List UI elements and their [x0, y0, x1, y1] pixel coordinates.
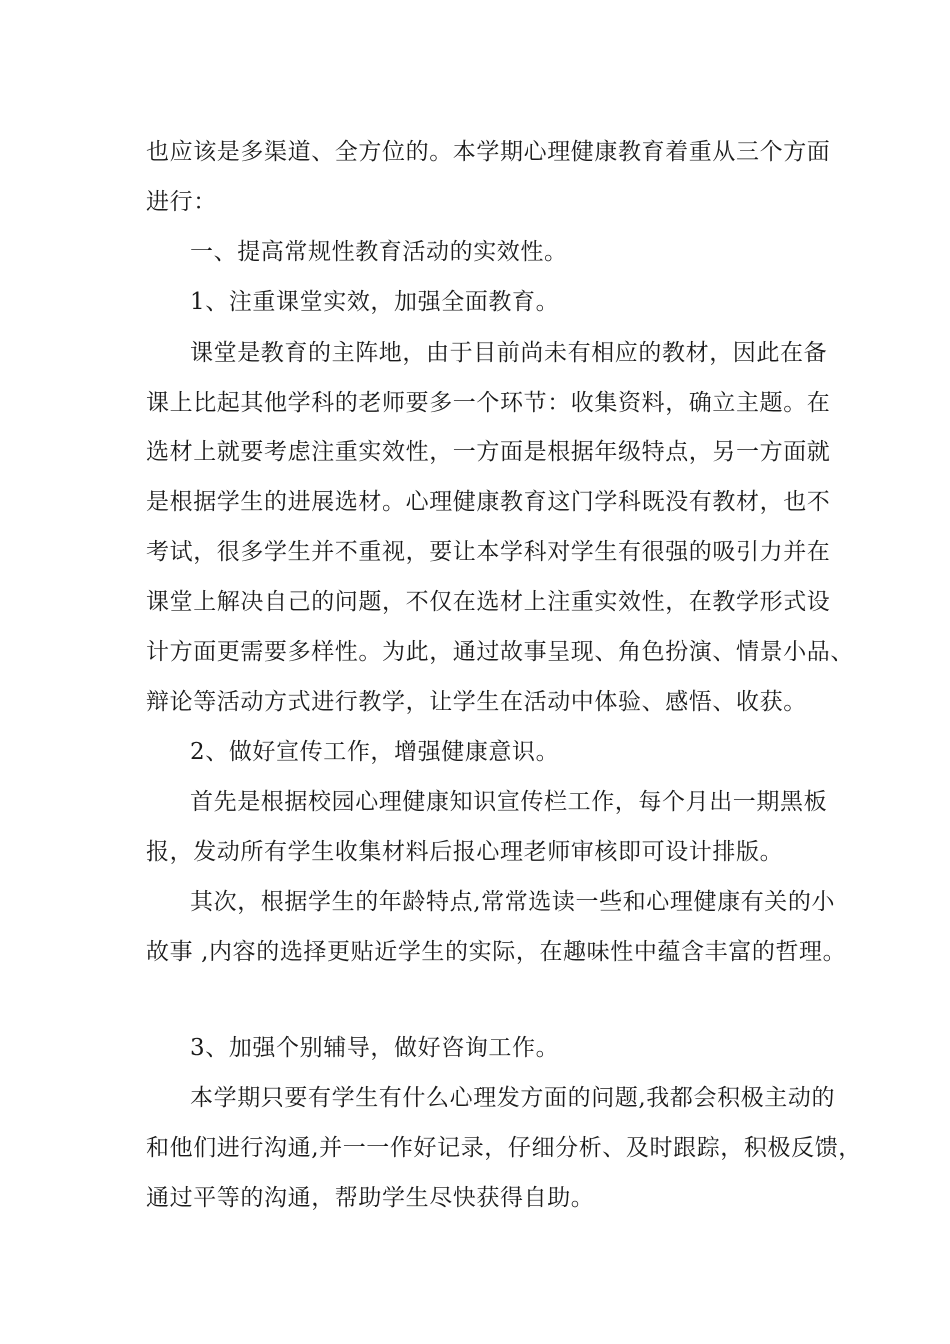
text-line: 计方面更需要多样性。为此，通过故事呈现、角色扮演、情景小品、 — [146, 639, 854, 665]
subsection-heading: 3、加强个别辅导，做好咨询工作。 — [190, 1035, 560, 1061]
subsection-heading: 1、注重课堂实效，加强全面教育。 — [190, 289, 560, 315]
text-line: 和他们进行沟通,并一一作好记录，仔细分析、及时跟踪，积极反馈， — [146, 1135, 862, 1161]
text-line: 选材上就要考虑注重实效性，一方面是根据年级特点，另一方面就 — [146, 439, 831, 465]
text-line: 课堂上解决自己的问题，不仅在选材上注重实效性，在教学形式设 — [146, 589, 831, 615]
text-line: 考试，很多学生并不重视，要让本学科对学生有很强的吸引力并在 — [146, 539, 831, 565]
text-line: 报，发动所有学生收集材料后报心理老师审核即可设计排版。 — [146, 839, 784, 865]
text-line: 进行： — [146, 189, 217, 215]
text-line: 首先是根据校园心理健康知识宣传栏工作，每个月出一期黑板 — [190, 789, 828, 815]
text-line: 本学期只要有学生有什么心理发方面的问题,我都会积极主动的 — [190, 1085, 836, 1111]
section-heading: 一、提高常规性教育活动的实效性。 — [190, 239, 568, 265]
text-line: 通过平等的沟通，帮助学生尽快获得自助。 — [146, 1185, 595, 1211]
text-line: 是根据学生的进展选材。心理健康教育这门学科既没有教材，也不 — [146, 489, 831, 515]
text-line: 辩论等活动方式进行教学，让学生在活动中体验、感悟、收获。 — [146, 689, 807, 715]
text-line: 故事 ,内容的选择更贴近学生的实际，在趣味性中蕴含丰富的哲理。 — [146, 939, 847, 965]
subsection-heading: 2、做好宣传工作，增强健康意识。 — [190, 739, 560, 765]
text-line: 课上比起其他学科的老师要多一个环节：收集资料，确立主题。在 — [146, 390, 831, 416]
text-line: 课堂是教育的主阵地，由于目前尚未有相应的教材，因此在备 — [190, 340, 828, 366]
text-line: 其次，根据学生的年龄特点,常常选读一些和心理健康有关的小 — [190, 889, 836, 915]
text-line: 也应该是多渠道、全方位的。本学期心理健康教育着重从三个方面 — [146, 139, 831, 165]
